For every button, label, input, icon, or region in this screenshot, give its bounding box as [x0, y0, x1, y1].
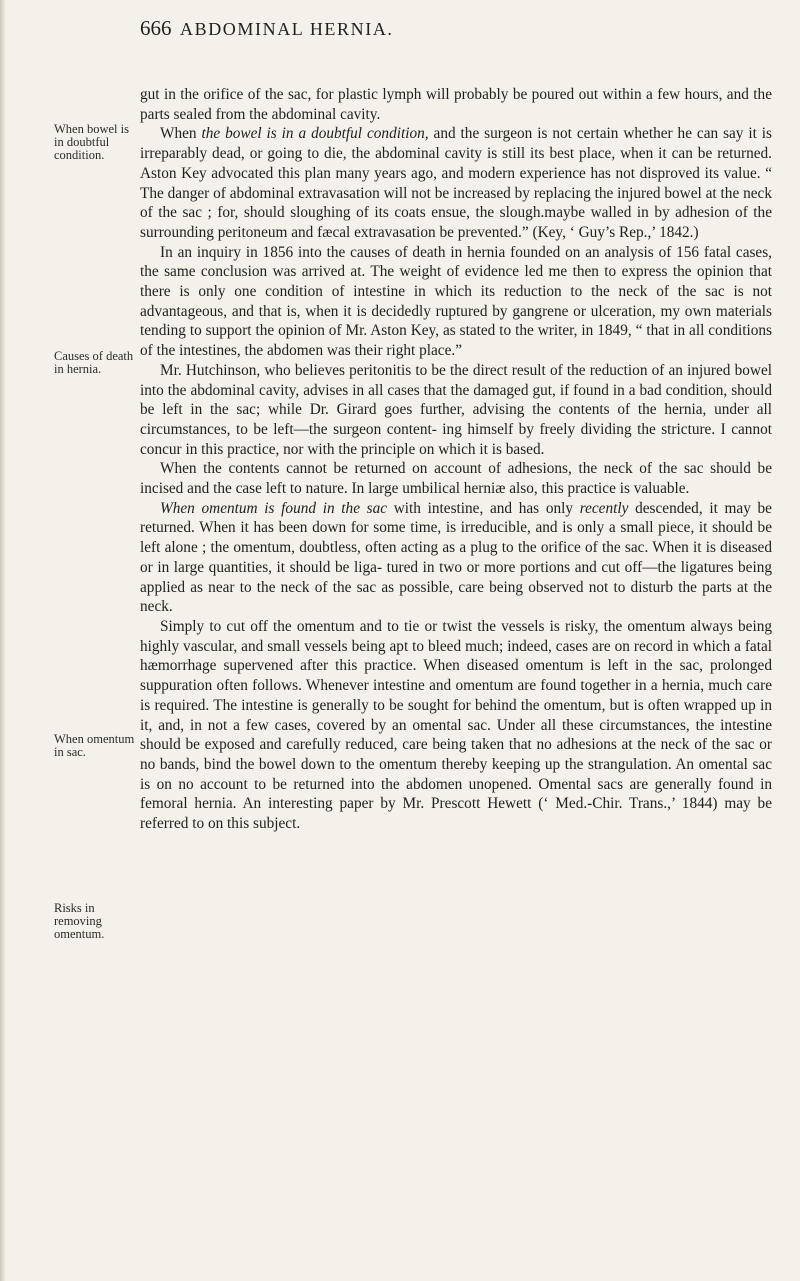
- italic-phrase: recently: [579, 499, 629, 517]
- italic-phrase: the bowel is in a doubtful condition,: [201, 125, 429, 143]
- paragraph: gut in the orifice of the sac, for plastic lymph will probably be poured out within a few hours, and the parts sealed from the abdominal cavity.: [140, 86, 772, 123]
- paragraph: [140, 124, 772, 242]
- running-title: ABDOMINAL HERNIA.: [180, 19, 394, 39]
- paragraph-text: descended, it may be returned. When it has been down for some time, is irreducible, and is only a small piece, it should be left alone ; the omentum, doubtless, often acting as a plug to the orifice of the sac. When it is diseased or in large quantities, it should be liga- tured in two or more portions and cut off—the ligatures being applied as near to the neck of the sac as possible, care being observed not to disturb the parts at the neck.: [140, 499, 772, 616]
- page-header: [0, 16, 800, 46]
- paragraph: [140, 499, 772, 617]
- paragraph: Mr. Hutchinson, who believes peritonitis to be the direct result of the reduction of an injured bowel into the abdominal cavity, advises in all cases that the damaged gut, if found in a bad condition, should be left in the sac; while Dr. Girard goes further, advising the contents of the hernia, under all circumstances, to be left—the surgeon content- ing himself by freely dividing the stricture. I cannot concur in this practice, nor with the principle on which it is based.: [140, 361, 772, 458]
- page-number: 666: [140, 16, 172, 40]
- sidenote-bowel-doubtful: When bowel is in doubtful condition.: [54, 122, 129, 162]
- paragraph: In an inquiry in 1856 into the causes of death in hernia founded on an analysis of 156 fatal cases, the same conclusion was arrived at. The weight of evidence led me then to express the opinion that there is only one condition of intestine in which its reduction to the neck of the sac is not advantageous, and that is, when it is decidedly ruptured by gangrene or ulceration, my own materials tending to support the opinion of Mr. Aston Key, as stated to the writer, in 1849, “ that in all conditions of the intestines, the abdomen was their right place.”: [140, 243, 772, 360]
- paragraph-lead: When: [160, 125, 197, 143]
- italic-phrase: When omentum is found in the sac: [160, 499, 388, 517]
- paragraph: Simply to cut off the omentum and to tie or twist the vessels is risky, the omentum always being highly vascular, and small vessels being apt to bleed much; indeed, cases are on record in which a fatal hæmorrhage supervened after this practice. When diseased omentum is left in the sac, prolonged suppuration often follows. Whenever intestine and omentum are found together in a hernia, much care is required. The intestine is generally to be sought for behind the omentum, but is often wrapped up in it, and, in not a few cases, covered by an omental sac. Under all these circumstances, the intestine should be exposed and carefully reduced, care being taken that no adhesions at the neck of the sac or no bands, bind the bowel down to the omentum thereby keeping up the strangulation. An omental sac is on no account to be returned into the abdomen unopened. Omental sacs are generally found in femoral hernia. An interesting paper by Mr. Prescott Hewett (‘ Med.-Chir. Trans.,’ 1844) may be referred to on this subject.: [140, 617, 772, 833]
- sidenote-causes-of-death: Causes of death in hernia.: [54, 349, 134, 376]
- page-edge-shadow: [0, 0, 5, 1281]
- paragraph-text: with intestine, and has only: [393, 499, 574, 517]
- paragraph-text: and the surgeon is not certain whether he can say it is irreparably dead, or going to die, the abdominal cavity is still its best place, when it can be returned. Aston Key advocated this plan many years ago, and modern experience has not disproved its value. “ The danger of abdominal extravasation will not be increased by replacing the injured bowel at the neck of the sac ; for, should sloughing of its coats ensue, the slough.maybe walled in by adhesion of the surrounding peritoneum and fæcal extravasation be prevented.” (Key, ‘ Guy’s Rep.,’ 1842.): [140, 125, 773, 241]
- sidenote-omentum-in-sac: When omentum in sac.: [54, 732, 135, 759]
- body-text: [140, 85, 772, 834]
- sidenote-removing-omentum: Risks in removing omentum.: [54, 901, 105, 941]
- paragraph: When the contents cannot be returned on account of adhesions, the neck of the sac should be incised and the case left to nature. In large umbilical herniæ also, this practice is valuable.: [140, 460, 772, 498]
